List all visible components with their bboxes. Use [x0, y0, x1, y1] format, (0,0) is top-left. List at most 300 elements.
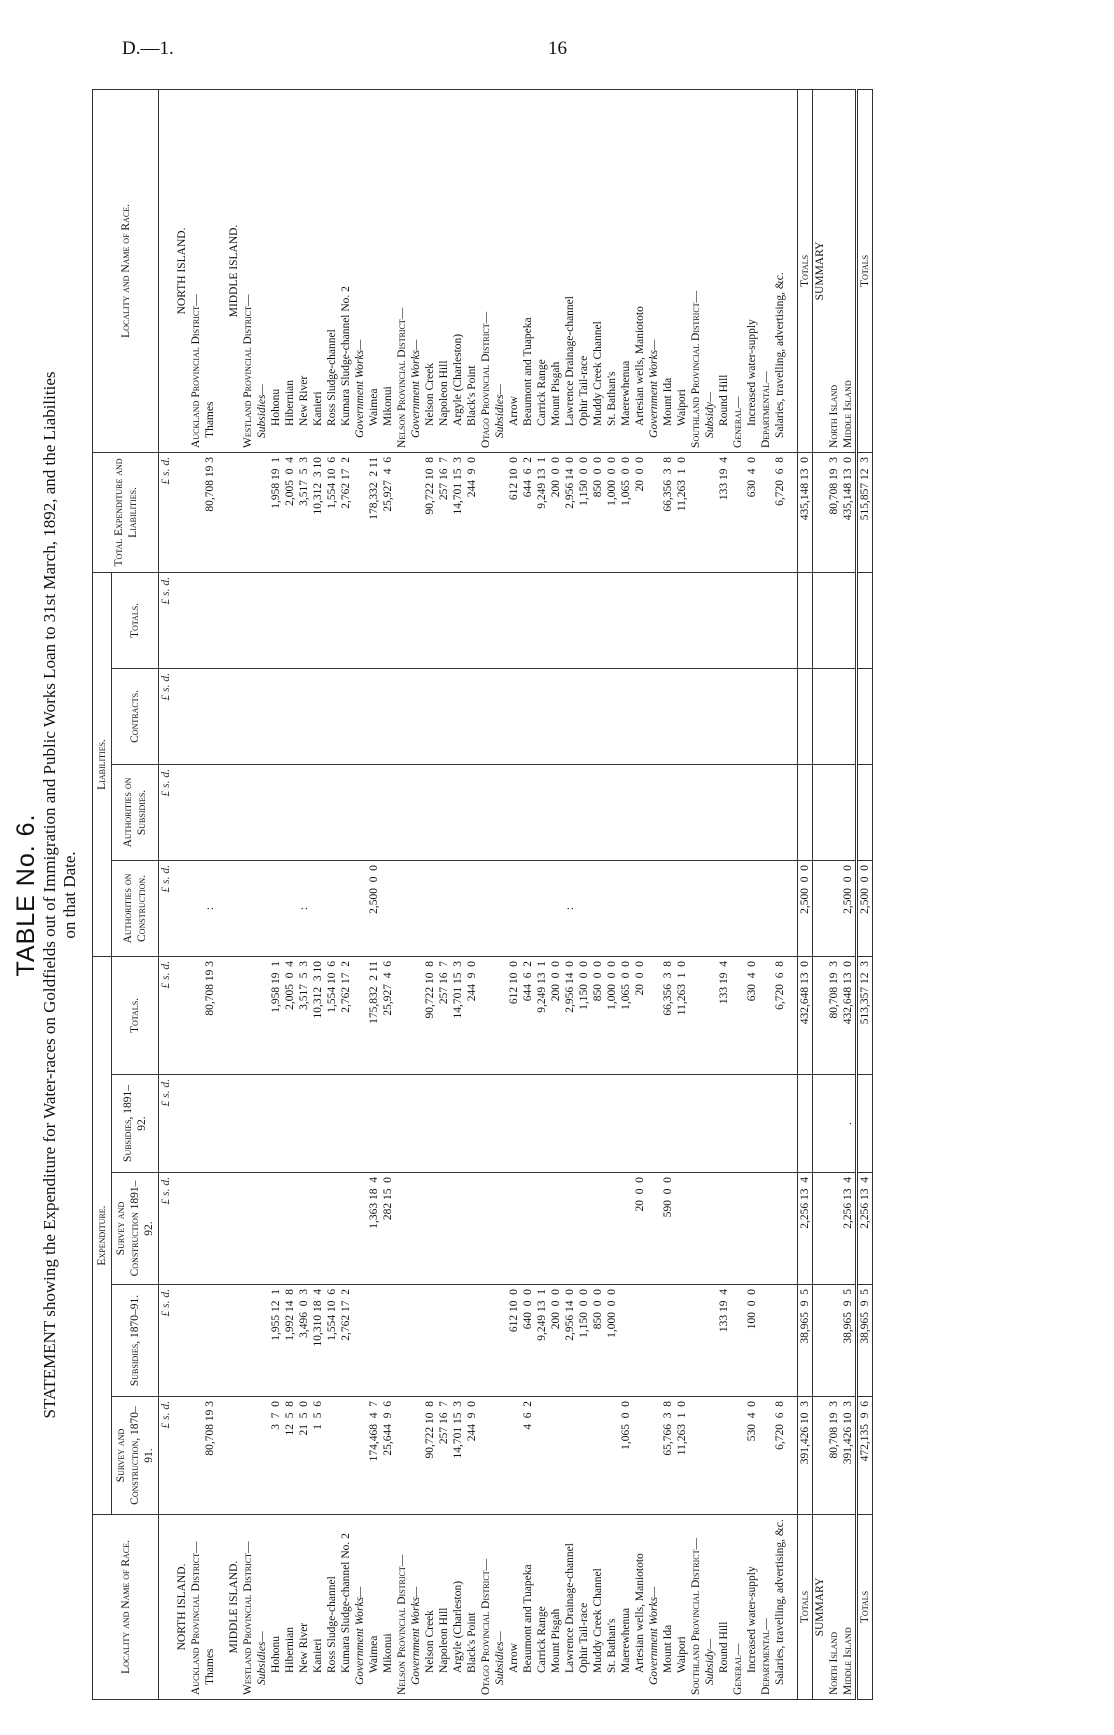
- amount-cell: [451, 668, 465, 764]
- amount-cell: [409, 764, 423, 860]
- amount-cell: [367, 668, 381, 764]
- amount-cell: [283, 860, 297, 956]
- row-locality-right: Round Hill: [717, 89, 731, 452]
- row-locality-right: Argyle (Charleston): [451, 89, 465, 452]
- amount-cell: [203, 764, 217, 860]
- amount-cell: [493, 1397, 507, 1515]
- col-liab-totals: Totals.: [112, 572, 159, 668]
- row-locality-right: Totals: [798, 89, 813, 452]
- amount-cell: [283, 1075, 297, 1173]
- amount-cell: [479, 1397, 493, 1515]
- amount-cell: 21 5 0: [297, 1397, 311, 1515]
- amount-cell: [409, 572, 423, 668]
- amount-cell: [493, 1075, 507, 1173]
- amount-cell: [269, 572, 283, 668]
- amount-cell: [521, 572, 535, 668]
- row-locality-right: Mount Ida: [661, 89, 675, 452]
- amount-cell: 3,517 5 3: [297, 956, 311, 1074]
- amount-cell: [619, 1075, 633, 1173]
- row-locality-right: Westland Provincial District—: [241, 89, 255, 452]
- amount-cell: [689, 452, 703, 572]
- amount-cell: [175, 1173, 189, 1285]
- amount-cell: [283, 1173, 297, 1285]
- amount-cell: 644 6 2: [521, 956, 535, 1074]
- row-locality: New River: [297, 1515, 311, 1700]
- amount-cell: [605, 764, 619, 860]
- empty-cell: [813, 668, 828, 764]
- amount-cell: [353, 956, 367, 1074]
- row-locality: MIDDLE ISLAND.: [227, 1515, 241, 1700]
- amount-cell: [703, 1397, 717, 1515]
- amount-cell: [605, 572, 619, 668]
- amount-cell: [591, 1397, 605, 1515]
- amount-cell: [175, 764, 189, 860]
- amount-cell: 2,762 17 2: [339, 956, 353, 1074]
- amount-cell: [759, 1397, 773, 1515]
- units-cell: £ s. d.: [159, 1173, 176, 1285]
- amount-cell: 200 0 0: [549, 452, 563, 572]
- units-cell: £ s. d.: [159, 1397, 176, 1515]
- amount-cell: 14,701 15 3: [451, 452, 465, 572]
- amount-cell: [787, 572, 798, 668]
- row-locality: Government Works—: [409, 1515, 423, 1700]
- table-row: [703, 89, 717, 1699]
- amount-cell: [437, 764, 451, 860]
- row-locality: Hibernian: [283, 1515, 297, 1700]
- amount-cell: 1,958 19 1: [269, 956, 283, 1074]
- row-locality: Subsidies—: [493, 1515, 507, 1700]
- col-survey-1891-92: Survey and Construction 1891–92.: [112, 1173, 159, 1285]
- amount-cell: [353, 572, 367, 668]
- amount-cell: [227, 860, 241, 956]
- row-locality-right: Waipori: [675, 89, 689, 452]
- amount-cell: [773, 860, 787, 956]
- amount-cell: [773, 1173, 787, 1285]
- amount-cell: [339, 1397, 353, 1515]
- amount-cell: 25,644 9 6: [381, 1397, 395, 1515]
- amount-cell: 11,263 1 0: [675, 1397, 689, 1515]
- row-locality-right: Increased water-supply: [745, 89, 759, 452]
- amount-cell: [689, 1075, 703, 1173]
- amount-cell: [395, 1173, 409, 1285]
- units-cell: £ s. d.: [159, 956, 176, 1074]
- units-cell: £ s. d.: [159, 860, 176, 956]
- amount-cell: 1,000 0 0: [605, 956, 619, 1074]
- amount-cell: [731, 1075, 745, 1173]
- amount-cell: [479, 764, 493, 860]
- amount-cell: [409, 452, 423, 572]
- amount-cell: [241, 956, 255, 1074]
- amount-cell: 4 6 2: [521, 1397, 535, 1515]
- amount-cell: 850 0 0: [591, 956, 605, 1074]
- row-locality-right: Kanieri: [311, 89, 325, 452]
- amount-cell: [255, 764, 269, 860]
- amount-cell: [787, 1173, 798, 1285]
- empty-cell: [813, 1075, 828, 1173]
- amount-cell: [577, 1075, 591, 1173]
- amount-cell: [717, 1173, 731, 1285]
- amount-cell: [717, 668, 731, 764]
- table-row: [451, 89, 465, 1699]
- amount-cell: [339, 668, 353, 764]
- row-locality: Government Works—: [647, 1515, 661, 1700]
- amount-cell: [311, 1173, 325, 1285]
- row-locality-right: Muddy Creek Channel: [591, 89, 605, 452]
- table-row: [409, 89, 423, 1699]
- row-locality: Mikonui: [381, 1515, 395, 1700]
- amount-cell: 644 6 2: [521, 452, 535, 572]
- amount-cell: 2,762 17 2: [339, 1285, 353, 1397]
- amount-cell: [353, 452, 367, 572]
- amount-cell: [787, 668, 798, 764]
- amount-cell: [857, 572, 873, 668]
- amount-cell: [203, 1075, 217, 1173]
- amount-cell: [175, 1285, 189, 1397]
- amount-cell: [787, 452, 798, 572]
- row-locality-right: Government Works—: [647, 89, 661, 452]
- row-locality: Kanieri: [311, 1515, 325, 1700]
- table-row: [339, 89, 353, 1699]
- amount-cell: 133 19 4: [717, 1285, 731, 1397]
- amount-cell: [857, 668, 873, 764]
- amount-cell: [535, 1397, 549, 1515]
- amount-cell: [451, 572, 465, 668]
- row-locality-right: Mount Pisgah: [549, 89, 563, 452]
- amount-cell: 9,249 13 1: [535, 452, 549, 572]
- amount-cell: 80,708 19 3: [827, 956, 841, 1074]
- amount-cell: [241, 1173, 255, 1285]
- amount-cell: :: [297, 860, 311, 956]
- amount-cell: [241, 452, 255, 572]
- row-locality: Southland Provincial District—: [689, 1515, 703, 1700]
- amount-cell: 612 10 0: [507, 1285, 521, 1397]
- row-locality: General—: [731, 1515, 745, 1700]
- amount-cell: [521, 1075, 535, 1173]
- amount-cell: [311, 1075, 325, 1173]
- amount-cell: [731, 572, 745, 668]
- col-locality-right: Locality and Name of Race.: [93, 89, 159, 452]
- amount-cell: [217, 452, 227, 572]
- row-locality-right: Carrick Range: [535, 89, 549, 452]
- amount-cell: 513,357 12 3: [857, 956, 873, 1074]
- amount-cell: 2,956 14 0: [563, 452, 577, 572]
- amount-cell: [269, 1075, 283, 1173]
- amount-cell: [465, 860, 479, 956]
- amount-cell: [339, 572, 353, 668]
- amount-cell: [661, 668, 675, 764]
- amount-cell: 257 16 7: [437, 452, 451, 572]
- amount-cell: [297, 572, 311, 668]
- amount-cell: [325, 1173, 339, 1285]
- amount-cell: 244 9 0: [465, 1397, 479, 1515]
- amount-cell: [227, 1397, 241, 1515]
- amount-cell: [381, 1075, 395, 1173]
- amount-cell: [633, 1397, 647, 1515]
- amount-cell: [465, 572, 479, 668]
- amount-cell: 6,720 6 8: [773, 452, 787, 572]
- amount-cell: [689, 1173, 703, 1285]
- row-locality-right: Nelson Provincial District—: [395, 89, 409, 452]
- amount-cell: [577, 1397, 591, 1515]
- col-exp-totals: Totals.: [112, 956, 159, 1074]
- amount-cell: [241, 668, 255, 764]
- amount-cell: [227, 572, 241, 668]
- amount-cell: [507, 1173, 521, 1285]
- amount-cell: [353, 1285, 367, 1397]
- amount-cell: [619, 764, 633, 860]
- amount-cell: [367, 1285, 381, 1397]
- amount-cell: [703, 860, 717, 956]
- table-row: [591, 89, 605, 1699]
- row-locality-right: [217, 89, 227, 452]
- amount-cell: [535, 860, 549, 956]
- amount-cell: [827, 1173, 841, 1285]
- amount-cell: [175, 1397, 189, 1515]
- amount-cell: [493, 764, 507, 860]
- statement-table: [92, 89, 873, 1700]
- amount-cell: [647, 1397, 661, 1515]
- table-row: [241, 89, 255, 1699]
- units-cell: £ s. d.: [159, 572, 176, 668]
- amount-cell: [675, 860, 689, 956]
- row-locality: Waimea: [367, 1515, 381, 1700]
- table-row: [857, 89, 873, 1699]
- amount-cell: [255, 1173, 269, 1285]
- amount-cell: [689, 1285, 703, 1397]
- amount-cell: 133 19 4: [717, 956, 731, 1074]
- amount-cell: [675, 572, 689, 668]
- amount-cell: [745, 860, 759, 956]
- amount-cell: [675, 1173, 689, 1285]
- amount-cell: [451, 1075, 465, 1173]
- row-locality-right: Subsidies—: [255, 89, 269, 452]
- amount-cell: 100 0 0: [745, 1285, 759, 1397]
- amount-cell: [591, 1075, 605, 1173]
- amount-cell: 244 9 0: [465, 452, 479, 572]
- amount-cell: 11,263 1 0: [675, 956, 689, 1074]
- amount-cell: 530 4 0: [745, 1397, 759, 1515]
- amount-cell: 1,150 0 0: [577, 956, 591, 1074]
- amount-cell: 80,708 19 3: [203, 452, 217, 572]
- amount-cell: 612 10 0: [507, 452, 521, 572]
- row-locality-right: Beaumont and Tuapeka: [521, 89, 535, 452]
- amount-cell: [493, 1285, 507, 1397]
- amount-cell: [479, 1173, 493, 1285]
- row-locality-right: Government Works—: [409, 89, 423, 452]
- amount-cell: [675, 1285, 689, 1397]
- amount-cell: 90,722 10 8: [423, 1397, 437, 1515]
- amount-cell: [479, 860, 493, 956]
- amount-cell: [521, 1173, 535, 1285]
- amount-cell: [549, 1173, 563, 1285]
- amount-cell: 630 4 0: [745, 956, 759, 1074]
- amount-cell: [395, 860, 409, 956]
- row-locality: Mount Ida: [661, 1515, 675, 1700]
- amount-cell: [241, 572, 255, 668]
- amount-cell: [827, 1075, 841, 1173]
- amount-cell: [675, 668, 689, 764]
- row-locality: Beaumont and Tuapeka: [521, 1515, 535, 1700]
- amount-cell: 80,708 19 3: [203, 956, 217, 1074]
- amount-cell: [353, 860, 367, 956]
- units-cell: £ s. d.: [159, 668, 176, 764]
- table-row: [827, 89, 841, 1699]
- row-locality: Artesian wells, Maniototo: [633, 1515, 647, 1700]
- amount-cell: [731, 764, 745, 860]
- amount-cell: [479, 572, 493, 668]
- row-locality: Salaries, travelling, advertising, &c.: [773, 1515, 787, 1700]
- row-locality: [787, 1515, 798, 1700]
- amount-cell: [325, 764, 339, 860]
- amount-cell: [395, 572, 409, 668]
- amount-cell: [745, 1075, 759, 1173]
- amount-cell: [798, 1075, 813, 1173]
- amount-cell: [731, 860, 745, 956]
- amount-cell: [409, 1173, 423, 1285]
- amount-cell: [409, 1285, 423, 1397]
- amount-cell: 1 5 6: [311, 1397, 325, 1515]
- table-row: [269, 89, 283, 1699]
- table-row: [549, 89, 563, 1699]
- units-cell: £ s. d.: [159, 452, 176, 572]
- amount-cell: [605, 860, 619, 956]
- amount-cell: [549, 668, 563, 764]
- amount-cell: [535, 764, 549, 860]
- amount-cell: [731, 452, 745, 572]
- row-locality-right: Mikonui: [381, 89, 395, 452]
- amount-cell: [395, 764, 409, 860]
- amount-cell: [493, 452, 507, 572]
- caption-line-2: on that Date.: [60, 851, 79, 939]
- amount-cell: [745, 764, 759, 860]
- row-locality-right: Waimea: [367, 89, 381, 452]
- amount-cell: [465, 764, 479, 860]
- amount-cell: [703, 668, 717, 764]
- amount-cell: [605, 1075, 619, 1173]
- amount-cell: .: [841, 1075, 857, 1173]
- amount-cell: [521, 668, 535, 764]
- amount-cell: [787, 764, 798, 860]
- amount-cell: [507, 1397, 521, 1515]
- empty-cell: [813, 1173, 828, 1285]
- row-locality: Totals: [798, 1515, 813, 1700]
- amount-cell: [189, 860, 203, 956]
- empty-cell: [813, 764, 828, 860]
- empty-cell: [813, 956, 828, 1074]
- row-locality: Maerewhenua: [619, 1515, 633, 1700]
- amount-cell: [717, 1075, 731, 1173]
- row-locality: Argyle (Charleston): [451, 1515, 465, 1700]
- row-locality: Nelson Creek: [423, 1515, 437, 1700]
- amount-cell: 20 0 0: [633, 956, 647, 1074]
- row-locality-right: Nelson Creek: [423, 89, 437, 452]
- amount-cell: 1,955 12 1: [269, 1285, 283, 1397]
- amount-cell: [353, 668, 367, 764]
- amount-cell: [703, 764, 717, 860]
- amount-cell: [437, 1285, 451, 1397]
- amount-cell: [661, 1075, 675, 1173]
- amount-cell: 12 5 8: [283, 1397, 297, 1515]
- row-locality-right: Otago Provincial District—: [479, 89, 493, 452]
- table-row: [633, 89, 647, 1699]
- amount-cell: [227, 956, 241, 1074]
- amount-cell: [689, 764, 703, 860]
- row-locality: Middle Island: [841, 1515, 857, 1700]
- amount-cell: 257 16 7: [437, 956, 451, 1074]
- row-locality: Kumara Sludge-channel No. 2: [339, 1515, 353, 1700]
- row-locality-right: [787, 89, 798, 452]
- table-row: [367, 89, 381, 1699]
- amount-cell: [633, 764, 647, 860]
- amount-cell: 11,263 1 0: [675, 452, 689, 572]
- amount-cell: [269, 860, 283, 956]
- amount-cell: [311, 572, 325, 668]
- amount-cell: [395, 1397, 409, 1515]
- amount-cell: 14,701 15 3: [451, 1397, 465, 1515]
- table-row: [605, 89, 619, 1699]
- amount-cell: 66,356 3 8: [661, 956, 675, 1074]
- amount-cell: [175, 956, 189, 1074]
- amount-cell: 1,150 0 0: [577, 452, 591, 572]
- row-locality-right: Departmental—: [759, 89, 773, 452]
- amount-cell: [759, 1075, 773, 1173]
- row-locality: Auckland Provincial District—: [189, 1515, 203, 1700]
- amount-cell: [619, 1173, 633, 1285]
- table-number: TABLE No. 6.: [12, 813, 40, 977]
- row-locality-right: General—: [731, 89, 745, 452]
- amount-cell: [535, 572, 549, 668]
- amount-cell: [549, 1075, 563, 1173]
- amount-cell: 175,832 2 11: [367, 956, 381, 1074]
- amount-cell: [423, 764, 437, 860]
- amount-cell: [381, 1285, 395, 1397]
- amount-cell: [619, 572, 633, 668]
- row-locality: Increased water-supply: [745, 1515, 759, 1700]
- amount-cell: [563, 1173, 577, 1285]
- table-row: [717, 89, 731, 1699]
- amount-cell: [717, 764, 731, 860]
- amount-cell: [647, 452, 661, 572]
- page-number: 16: [548, 38, 567, 59]
- amount-cell: [479, 668, 493, 764]
- row-locality-right: Totals: [857, 89, 873, 452]
- amount-cell: 66,356 3 8: [661, 452, 675, 572]
- amount-cell: [507, 572, 521, 668]
- amount-cell: 25,927 4 6: [381, 452, 395, 572]
- amount-cell: 10,310 18 4: [311, 1285, 325, 1397]
- amount-cell: [175, 452, 189, 572]
- amount-cell: 25,927 4 6: [381, 956, 395, 1074]
- amount-cell: [381, 668, 395, 764]
- row-locality: Waipori: [675, 1515, 689, 1700]
- amount-cell: [269, 764, 283, 860]
- amount-cell: [395, 1075, 409, 1173]
- amount-cell: [255, 668, 269, 764]
- amount-cell: [423, 860, 437, 956]
- amount-cell: [227, 1075, 241, 1173]
- amount-cell: [563, 1075, 577, 1173]
- amount-cell: [759, 668, 773, 764]
- amount-cell: [647, 668, 661, 764]
- amount-cell: [745, 668, 759, 764]
- amount-cell: [367, 1075, 381, 1173]
- row-locality-right: Artesian wells, Maniototo: [633, 89, 647, 452]
- row-locality: Round Hill: [717, 1515, 731, 1700]
- amount-cell: 630 4 0: [745, 452, 759, 572]
- amount-cell: [241, 1075, 255, 1173]
- amount-cell: 200 0 0: [549, 1285, 563, 1397]
- amount-cell: [255, 1075, 269, 1173]
